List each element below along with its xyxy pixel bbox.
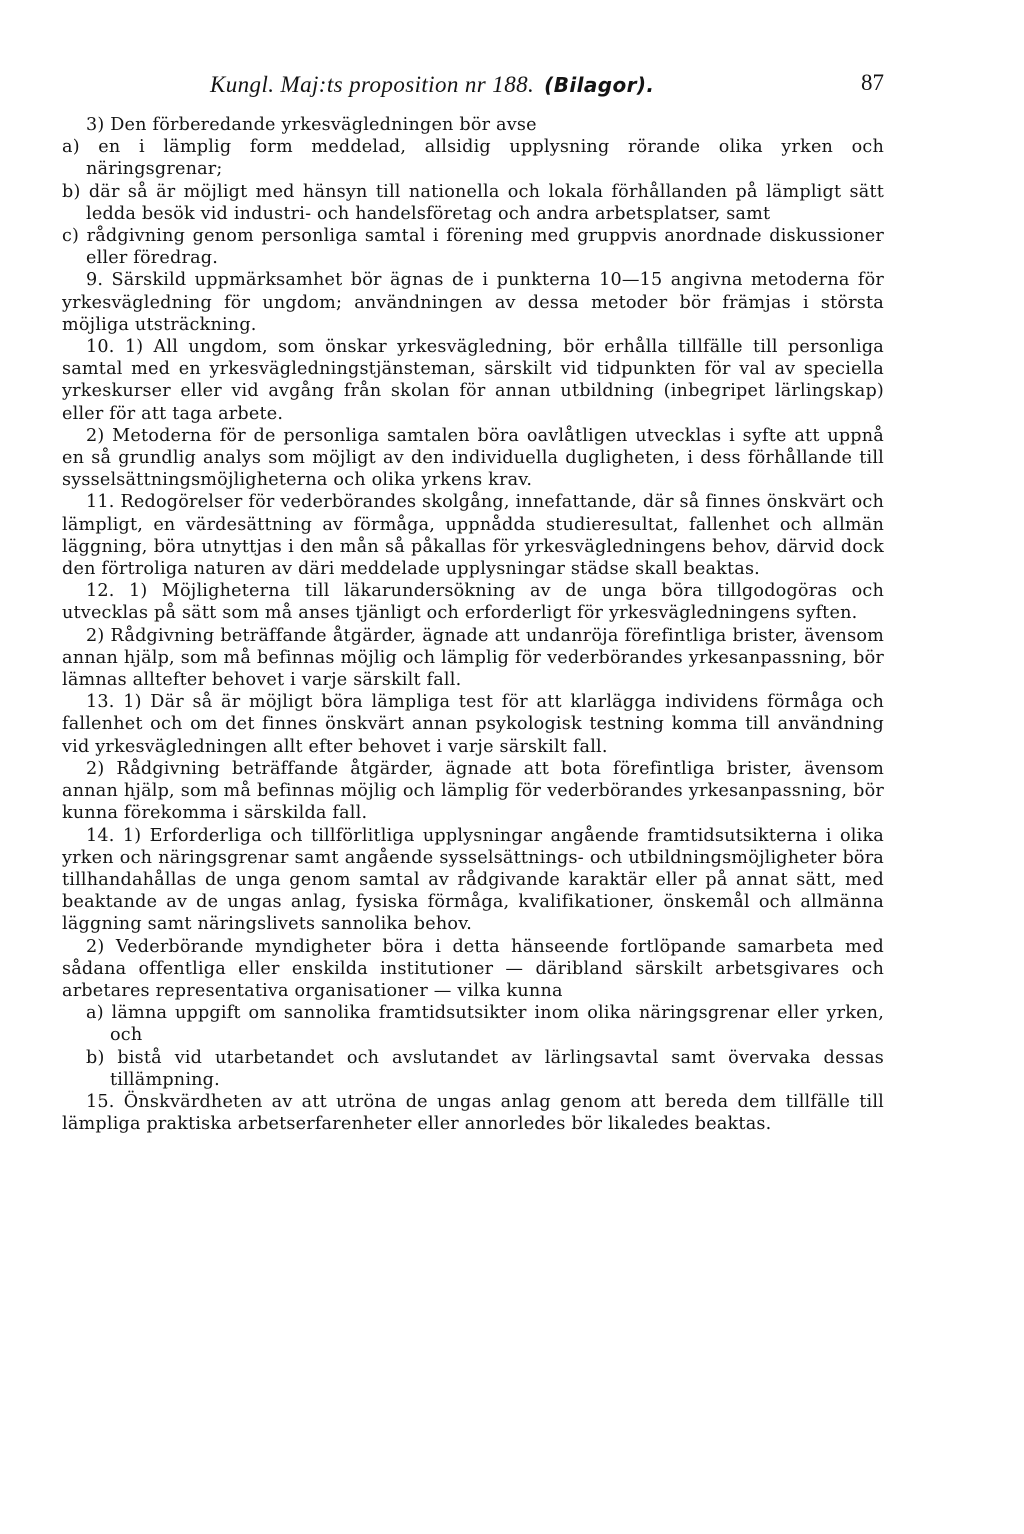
paragraph-10-2: 2) Metoderna för de personliga samtalen böra oavlåtligen utvecklas i syfte att uppnå en så grundlig analys som möjligt av den individuella dugligheten, i dess förhållande till sysselsättningsmöjligheterna och olika yrkens krav. <box>62 425 884 491</box>
paragraph-3b: b) där så är möjligt med hänsyn till nationella och lokala förhållanden på lämpligt sätt ledda besök vid industri- och handelsföretag och andra arbetsplatser, samt <box>62 181 884 224</box>
paragraph-3: 3) Den förberedande yrkesvägledningen bör avse <box>86 115 537 135</box>
paragraph-14-2a: a) lämna uppgift om sannolika framtidsutsikter inom olika näringsgrenar eller yrken, och <box>86 1003 884 1046</box>
header-title: Kungl. Maj:ts proposition nr 188. <box>210 72 535 97</box>
page-number: 87 <box>861 70 884 95</box>
paragraph-12-2: 2) Rådgivning beträffande åtgärder, ägnade att undanröja förefintliga brister, ävensom annan hjälp, som må befinnas möjlig och lämplig för vederbörandes yrkesanpassning, bör lämnas alltefter behovet i varje särskilt fall. <box>62 625 884 691</box>
document-page <box>62 72 884 1135</box>
paragraph-13-2: 2) Rådgivning beträffande åtgärder, ägnade att bota förefintliga brister, ävensom annan hjälp, som må befinnas möjlig och lämplig för vederbörandes yrkesanpassning, bör kunna förekomma i särskilda fall. <box>62 758 884 824</box>
paragraph-12-1: 12. 1) Möjligheterna till läkarundersökning av de unga böra tillgodogöras och utvecklas på sätt som må anses tjänligt och erforderligt för yrkesvägledningens syften. <box>62 581 884 624</box>
running-head <box>210 72 654 98</box>
paragraph-15: 15. Önskvärdheten av att utröna de ungas anlag genom att bereda dem tillfälle till lämpliga praktiska arbetserfarenheter eller annorledes bör likaledes beaktas. <box>62 1091 884 1135</box>
paragraph-14-2b: b) bistå vid utarbetandet och avslutandet av lärlingsavtal samt övervaka dessas tillämpning. <box>86 1047 884 1090</box>
document-body <box>62 114 884 1135</box>
paragraph-14-1: 14. 1) Erforderliga och tillförlitliga upplysningar angående framtidsutsikterna i olika yrken och näringsgrenar samt angående sysselsättnings- och utbildningsmöjligheter böra tillhandahållas de unga genom samtal av rådgivande karaktär eller på annat sätt, med beaktande av de ungas anlag, fysiska förmåga, kvalifikationer, önskemål och allmänna läggning samt näringslivets sannolika behov. <box>62 825 884 935</box>
paragraph-9: 9. Särskild uppmärksamhet bör ägnas de i punkterna 10—15 angivna metoderna för yrkesvägledning för ungdom; användningen av dessa metoder bör främjas i största möjliga utsträckning. <box>62 270 884 335</box>
paragraph-13-1: 13. 1) Där så är möjligt böra lämpliga test för att klarlägga individens förmåga och fallenhet och om det finnes önskvärt annan psykologisk testning komma till användning vid yrkesvägledningen allt efter behovet i varje särskilt fall. <box>62 692 884 757</box>
paragraph-3a: a) en i lämplig form meddelad, allsidig upplysning rörande olika yrken och näringsgrenar; <box>62 137 884 180</box>
paragraph-10-1: 10. 1) All ungdom, som önskar yrkesvägledning, bör erhålla tillfälle till personliga samtal med en yrkesvägledningstjänsteman, särskilt vid tidpunkten för val av speciella yrkeskurser eller vid avgång från skolan för annan utbildning (inbegripet lärlingskap) eller för att taga arbete. <box>62 337 884 424</box>
paragraph-14-2: 2) Vederbörande myndigheter böra i detta hänseende fortlöpande samarbeta med sådana offentliga eller enskilda institutioner — däribland särskilt arbetsgivares och arbetares representativa organisationer — vilka kunna <box>62 936 884 1001</box>
page-header <box>62 72 884 112</box>
paragraph-11: 11. Redogörelser för vederbörandes skolgång, innefattande, där så finnes önskvärt och lämpligt, en värdesättning av förmåga, uppnådda studieresultat, fallenhet och allmän läggning, böra utnyttjas i den mån så påkallas för yrkesvägledningens behov, därvid dock den förtroliga naturen av däri meddelade upplysningar städse skall beaktas. <box>62 492 884 580</box>
paragraph-3c: c) rådgivning genom personliga samtal i förening med gruppvis anordnade diskussioner eller föredrag. <box>62 226 884 269</box>
header-bilagor: (Bilagor). <box>544 73 655 97</box>
